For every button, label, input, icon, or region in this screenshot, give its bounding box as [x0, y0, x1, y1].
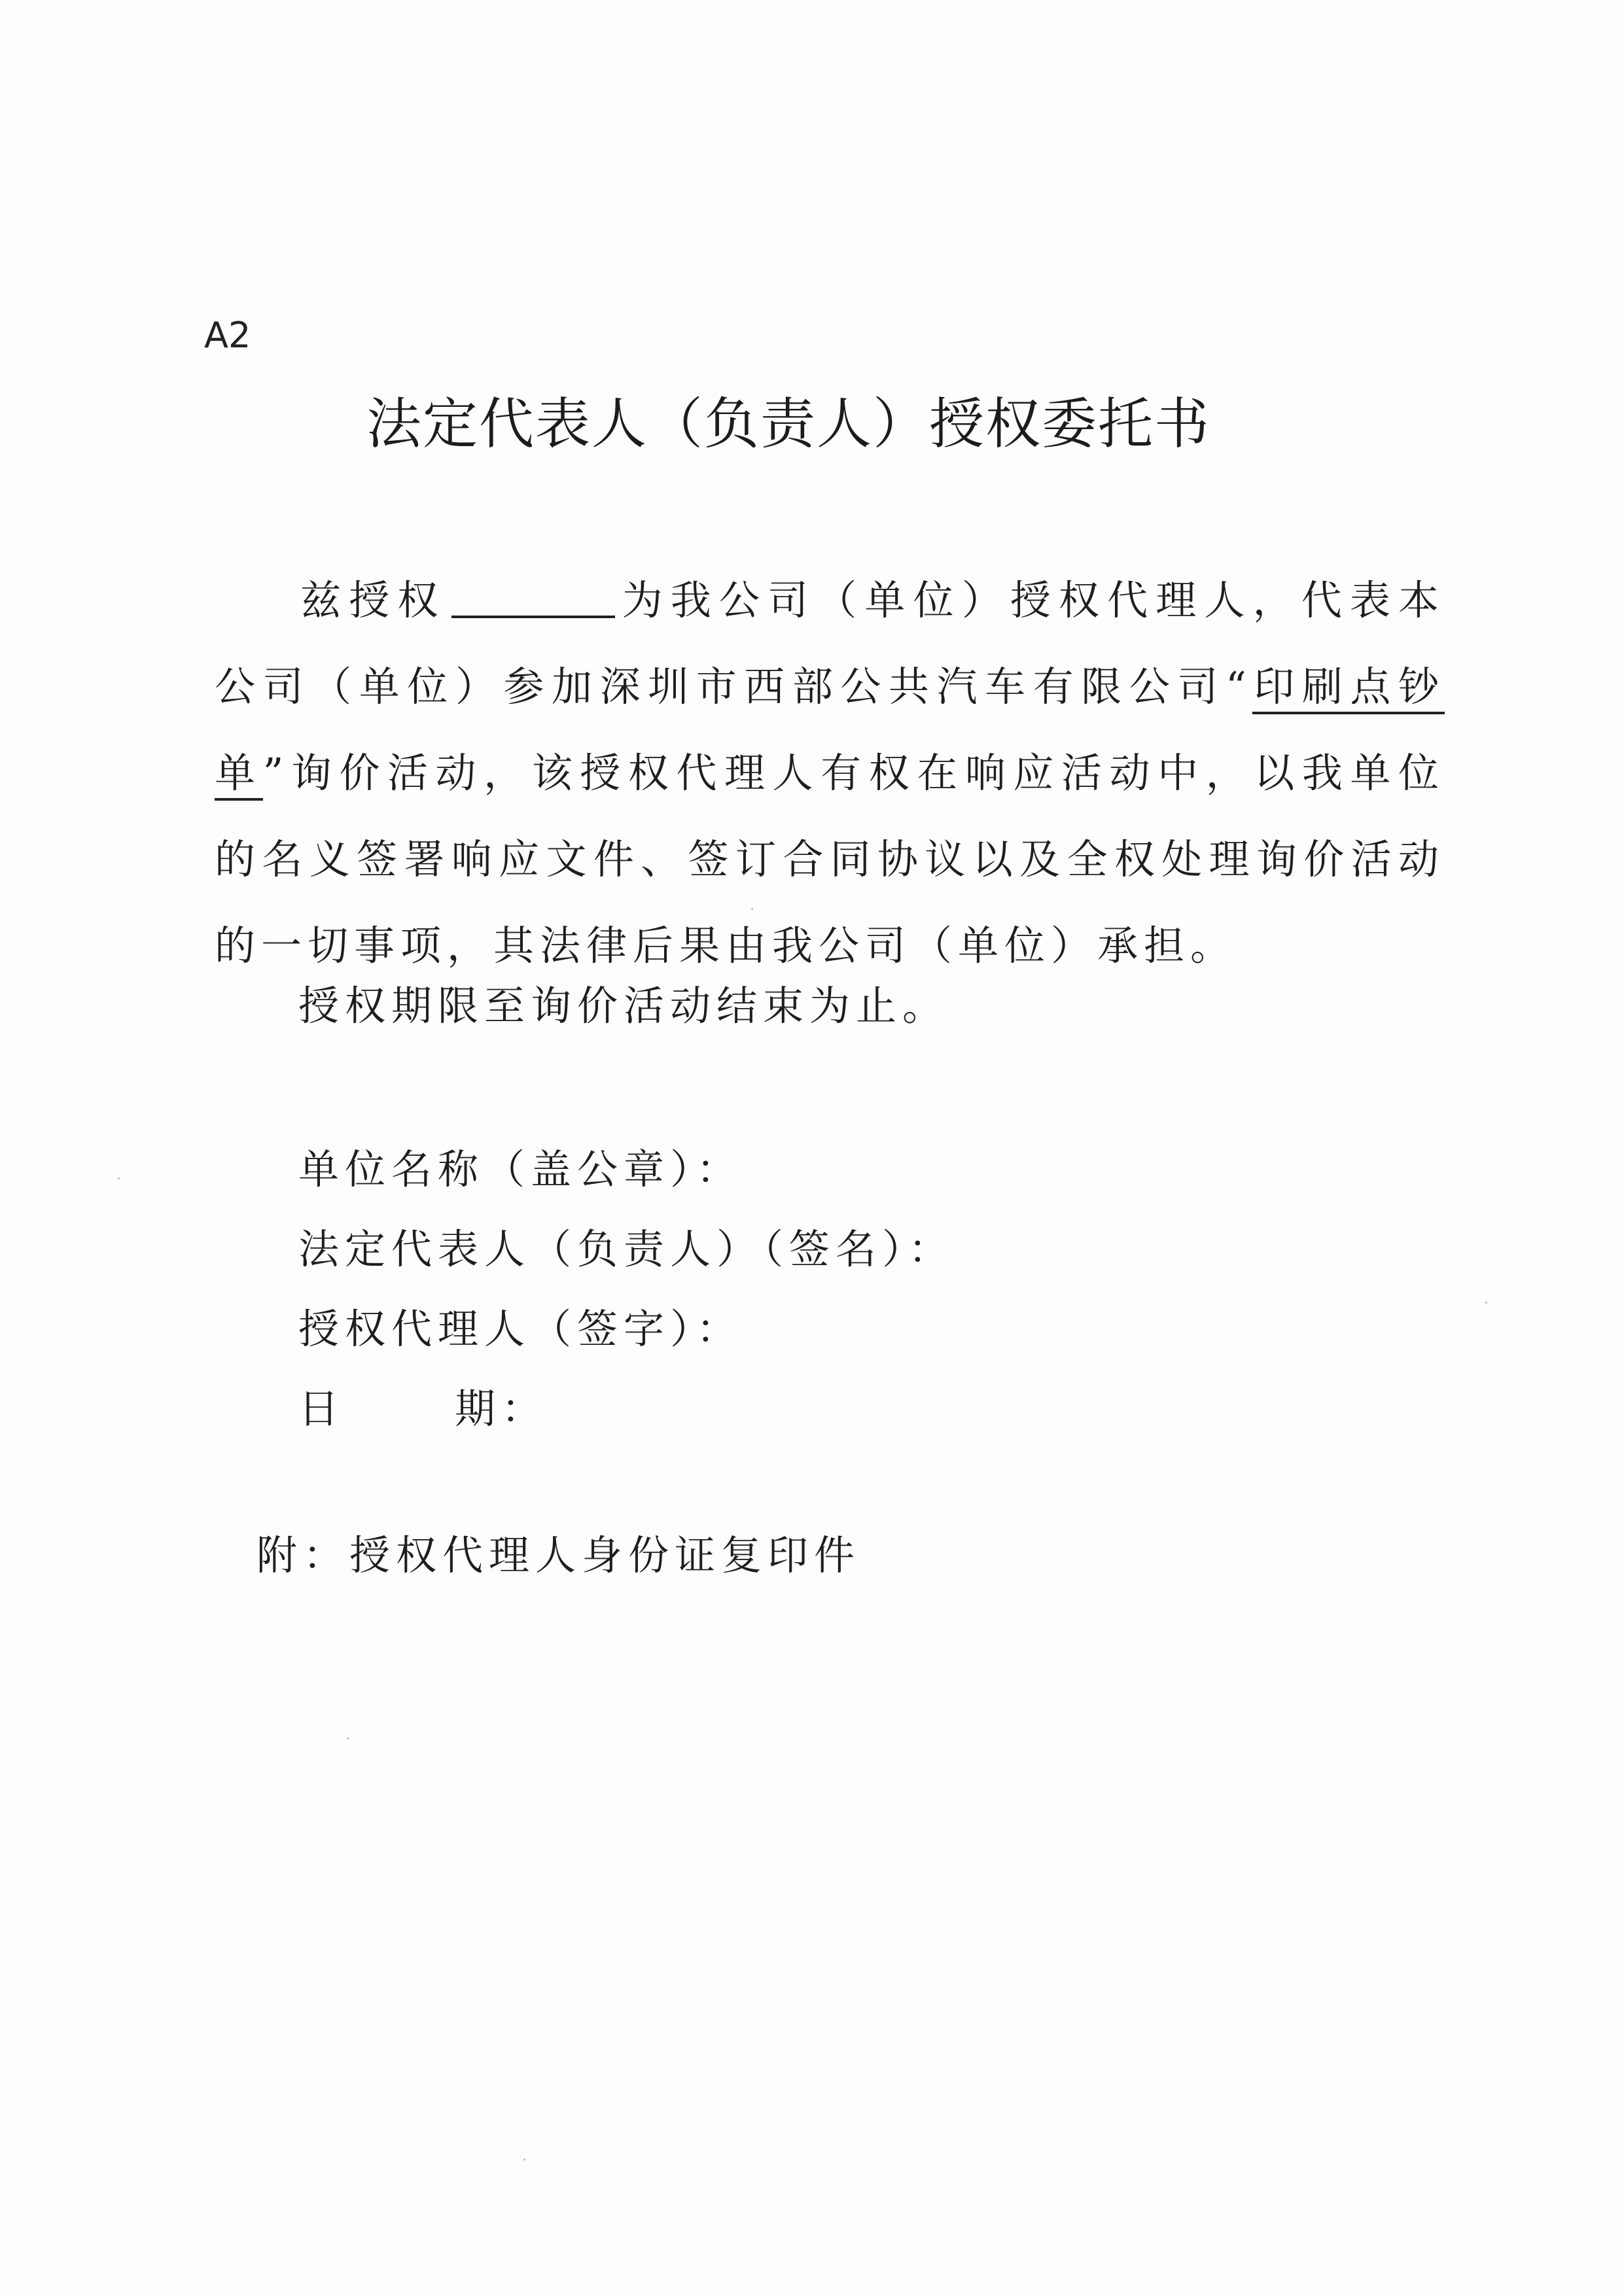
- legal-rep-signature-field: 法定代表人（负责人）（签名）：: [298, 1225, 955, 1273]
- document-title: 法定代表人（负责人）授权委托书: [366, 392, 1211, 456]
- paragraph-prefix: 兹授权: [298, 576, 446, 624]
- authorization-term: 授权期限至询价活动结束为止。: [298, 982, 949, 1030]
- date-label-1: 日: [298, 1385, 345, 1433]
- authorization-paragraph: [215, 557, 1445, 989]
- scan-speck: [751, 908, 753, 910]
- document-code: A2: [204, 315, 251, 356]
- agent-name-blank: [451, 578, 615, 618]
- date-label-2: 期：: [455, 1385, 548, 1433]
- signature-block: [298, 1137, 955, 1456]
- project-name: 印刷点钞单: [215, 663, 1445, 801]
- paragraph-body-2: ”询价活动，该授权代理人有权在响应活动中，以我单位的名义签署响应文件、签订合同协议以及全权处理询价活动的一切事项，其法律后果由我公司（单位）承担。: [215, 749, 1445, 969]
- scan-speck: [347, 1737, 349, 1739]
- scan-speck: [1485, 1302, 1487, 1304]
- scan-speck: [118, 1177, 120, 1179]
- paragraph-body-1: 为我公司（单位）授权代理人，代表本公司（单位）参加深圳市西部公共汽车有限公司“: [215, 576, 1445, 710]
- attachment-note: 附：授权代理人身份证复印件: [256, 1531, 861, 1579]
- date-field: [298, 1376, 955, 1456]
- agent-signature-field: 授权代理人（签字）：: [298, 1305, 743, 1353]
- scan-speck: [523, 2159, 525, 2161]
- company-name-field: 单位名称（盖公章）：: [298, 1145, 743, 1193]
